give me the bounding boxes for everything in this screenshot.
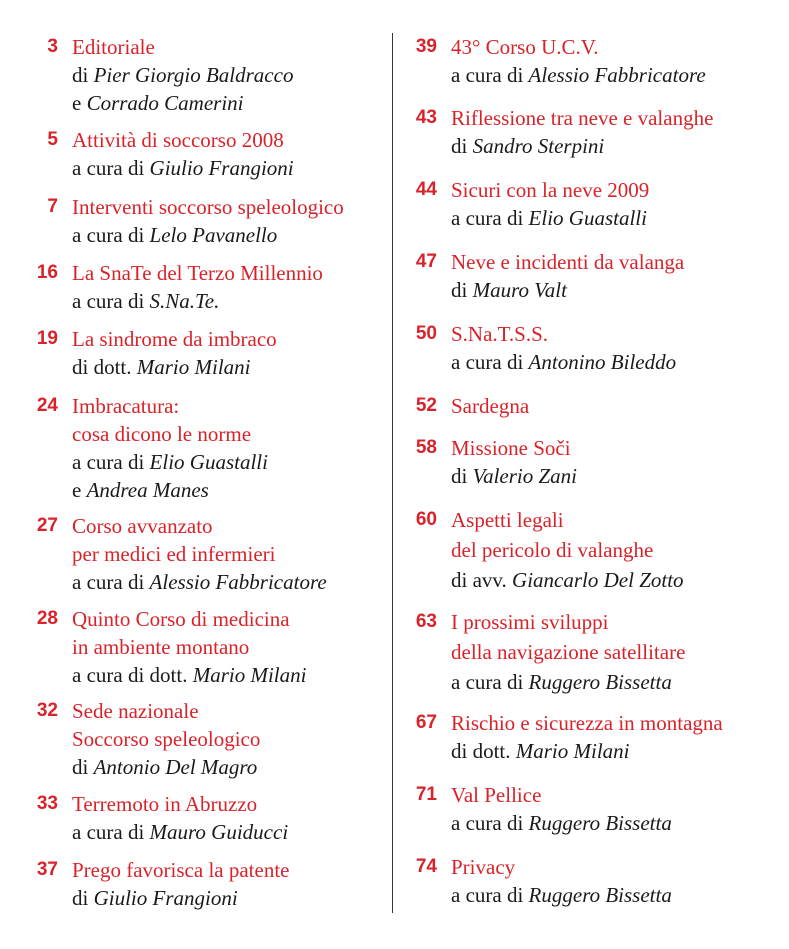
credit-prefix: a cura di (451, 883, 529, 907)
author-name: Lelo Pavanello (149, 223, 278, 247)
author-name: S.Na.Te. (149, 289, 220, 313)
entry-credit (451, 204, 649, 232)
page-number: 74 (415, 856, 437, 877)
entry-title: Sede nazionale (72, 699, 199, 723)
credit-prefix: di (72, 755, 94, 779)
entry-credit (72, 154, 294, 182)
entry-credit (72, 884, 290, 912)
author-name: Elio Guastalli (528, 206, 647, 230)
entry-credit (451, 462, 577, 490)
entry-body (72, 325, 277, 381)
credit-prefix: a cura di (72, 156, 150, 180)
entry-credit (72, 568, 327, 596)
page-number: 44 (415, 179, 437, 200)
credit-prefix: a cura di (451, 63, 529, 87)
page-number: 19 (36, 328, 58, 349)
entry-title: Privacy (451, 855, 516, 879)
credit-prefix: a cura di dott. (72, 663, 193, 687)
author-name: Ruggero Bissetta (528, 811, 672, 835)
author-name: Alessio Fabbricatore (528, 63, 706, 87)
credit-prefix: a cura di (451, 206, 529, 230)
entry-body (451, 392, 529, 420)
entry-title: Sardegna (451, 394, 530, 418)
entry-credit (451, 565, 684, 595)
entry-title: S.Na.T.S.S. (451, 322, 549, 346)
column-divider (392, 33, 393, 913)
credit-prefix: di (451, 278, 473, 302)
entry-title: Attività di soccorso 2008 (72, 128, 284, 152)
author-name: Giancarlo Del Zotto (512, 568, 684, 592)
entry-title: Aspetti legali (451, 508, 564, 532)
entry-credit (72, 818, 288, 846)
author-name: Andrea Manes (86, 478, 209, 502)
credit-prefix: a cura di (451, 811, 529, 835)
entry-credit (451, 667, 685, 697)
page-number: 50 (415, 323, 437, 344)
entry-credit (451, 276, 684, 304)
entry-body (72, 392, 268, 504)
entry-credit (72, 287, 323, 315)
author-name: Giulio Frangioni (149, 156, 294, 180)
entry-credit (72, 221, 344, 249)
entry-credit (72, 89, 293, 117)
page-number: 39 (415, 36, 437, 57)
page-number: 16 (36, 262, 58, 283)
entry-credit (451, 132, 713, 160)
credit-prefix: e (72, 478, 87, 502)
entry-body (451, 607, 685, 697)
entry-title: Corso avvanzato (72, 514, 213, 538)
entry-credit (72, 353, 277, 381)
entry-body (72, 605, 306, 689)
entry-credit (72, 448, 268, 476)
entry-title: Imbracatura: (72, 394, 180, 418)
entry-title: 43° Corso U.C.V. (451, 35, 599, 59)
page-number: 33 (36, 793, 58, 814)
entry-body (72, 856, 290, 912)
author-name: Ruggero Bissetta (528, 670, 672, 694)
page-number: 37 (36, 859, 58, 880)
entry-credit (72, 476, 268, 504)
entry-title: cosa dicono le norme (72, 422, 252, 446)
page-number: 5 (47, 129, 58, 150)
credit-prefix: di (72, 63, 94, 87)
entry-credit (451, 348, 676, 376)
author-name: Mario Milani (136, 355, 251, 379)
entry-body (451, 176, 649, 232)
page-number: 3 (47, 36, 58, 57)
entry-body (72, 697, 260, 781)
credit-prefix: e (72, 91, 87, 115)
entry-body (72, 790, 288, 846)
entry-body (72, 33, 293, 117)
entry-title: La SnaTe del Terzo Millennio (72, 261, 323, 285)
page-number: 52 (415, 395, 437, 416)
credit-prefix: a cura di (451, 350, 529, 374)
entry-title: Soccorso speleologico (72, 727, 261, 751)
entry-credit (451, 61, 706, 89)
entry-body (451, 33, 706, 89)
entry-title: La sindrome da imbraco (72, 327, 277, 351)
page-number: 7 (47, 196, 58, 217)
entry-body (451, 709, 723, 765)
page-number: 24 (36, 395, 58, 416)
entry-credit (72, 61, 293, 89)
entry-title: Sicuri con la neve 2009 (451, 178, 650, 202)
author-name: Elio Guastalli (149, 450, 268, 474)
author-name: Mauro Valt (472, 278, 567, 302)
entry-body (451, 853, 672, 909)
page-number: 32 (36, 700, 58, 721)
author-name: Antonio Del Magro (93, 755, 258, 779)
author-name: Corrado Camerini (86, 91, 244, 115)
entry-title: Prego favorisca la patente (72, 858, 290, 882)
author-name: Alessio Fabbricatore (149, 570, 327, 594)
entry-title: in ambiente montano (72, 635, 250, 659)
credit-prefix: a cura di (72, 450, 150, 474)
entry-credit (72, 753, 260, 781)
credit-prefix: a cura di (72, 570, 150, 594)
page-number: 71 (415, 784, 437, 805)
page-number: 58 (415, 437, 437, 458)
entry-body (451, 505, 684, 595)
author-name: Antonino Bileddo (528, 350, 677, 374)
entry-body (451, 248, 684, 304)
entry-title: della navigazione satellitare (451, 640, 686, 664)
author-name: Giulio Frangioni (93, 886, 238, 910)
entry-title: Quinto Corso di medicina (72, 607, 290, 631)
author-name: Mario Milani (515, 739, 630, 763)
credit-prefix: di (72, 886, 94, 910)
entry-credit (451, 809, 672, 837)
entry-title: per medici ed infermieri (72, 542, 276, 566)
credit-prefix: di (451, 134, 473, 158)
entry-body (451, 434, 577, 490)
page-number: 67 (415, 712, 437, 733)
author-name: Ruggero Bissetta (528, 883, 672, 907)
entry-title: Editoriale (72, 35, 155, 59)
entry-title: Riflessione tra neve e valanghe (451, 106, 714, 130)
entry-credit (451, 881, 672, 909)
author-name: Valerio Zani (472, 464, 578, 488)
author-name: Pier Giorgio Baldracco (93, 63, 294, 87)
entry-title: Terremoto in Abruzzo (72, 792, 258, 816)
entry-title: I prossimi sviluppi (451, 610, 609, 634)
page-number: 43 (415, 107, 437, 128)
page-number: 60 (415, 509, 437, 530)
entry-credit (451, 737, 723, 765)
entry-title: Rischio e sicurezza in montagna (451, 711, 723, 735)
entry-body (72, 193, 344, 249)
page-number: 27 (36, 515, 58, 536)
credit-prefix: a cura di (72, 289, 150, 313)
credit-prefix: di dott. (72, 355, 137, 379)
entry-title: Interventi soccorso speleologico (72, 195, 344, 219)
author-name: Mario Milani (192, 663, 307, 687)
entry-body (72, 512, 327, 596)
author-name: Sandro Sterpini (472, 134, 605, 158)
author-name: Mauro Guiducci (149, 820, 289, 844)
credit-prefix: di (451, 464, 473, 488)
credit-prefix: a cura di (451, 670, 529, 694)
credit-prefix: di avv. (451, 568, 513, 592)
credit-prefix: a cura di (72, 820, 150, 844)
page-number: 63 (415, 611, 437, 632)
page-number: 47 (415, 251, 437, 272)
page-number: 28 (36, 608, 58, 629)
entry-title: Val Pellice (451, 783, 542, 807)
credit-prefix: di dott. (451, 739, 516, 763)
entry-credit (72, 661, 306, 689)
entry-body (451, 104, 713, 160)
entry-title: Missione Soči (451, 436, 571, 460)
entry-body (451, 781, 672, 837)
entry-title: Neve e incidenti da valanga (451, 250, 685, 274)
entry-body (72, 126, 294, 182)
entry-body (451, 320, 676, 376)
entry-title: del pericolo di valanghe (451, 538, 654, 562)
credit-prefix: a cura di (72, 223, 150, 247)
entry-body (72, 259, 323, 315)
